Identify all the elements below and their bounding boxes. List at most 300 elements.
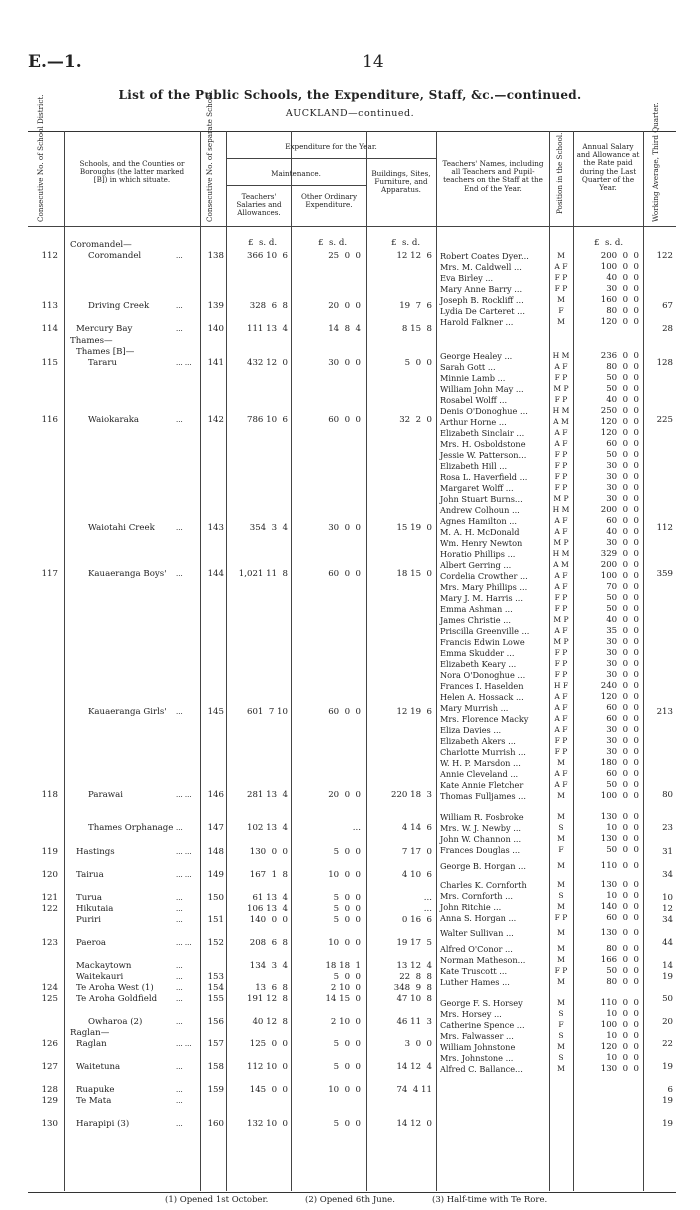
teacher-position: M P <box>553 384 569 393</box>
teacher-salary: 30 0 0 <box>606 284 639 294</box>
teacher-position: M <box>557 955 565 964</box>
footnote-3: (3) Half-time with Te Rore. <box>432 1195 548 1205</box>
teacher-salary: 30 0 0 <box>606 472 639 482</box>
header-rule <box>28 226 676 227</box>
school-name: Waitetuna <box>76 1062 121 1072</box>
district-number: 124 <box>41 983 58 993</box>
teacher-name: Horatio Phillips ... <box>440 549 516 559</box>
buildings-amount: 4 14 6 <box>401 823 432 833</box>
school-number: 146 <box>207 790 224 800</box>
teacher-position: H M <box>552 406 570 415</box>
school-number: 152 <box>207 938 224 948</box>
buildings-amount: 74 4 11 <box>396 1085 432 1095</box>
teacher-name: John Stuart Burns... <box>440 494 523 504</box>
teacher-position: M <box>557 902 565 911</box>
teacher-salary: 30 0 0 <box>606 747 639 757</box>
leader-dots: ... <box>176 302 183 310</box>
district-number: 128 <box>41 1085 58 1095</box>
teacher-position: H M <box>552 505 570 514</box>
teacher-salary: 30 0 0 <box>606 461 639 471</box>
working-average: 19 <box>662 1096 673 1106</box>
teacher-name: Albert Gerring ... <box>440 560 512 570</box>
working-average: 359 <box>656 569 673 579</box>
header-salaries: Teachers' Salaries and Allowances. <box>236 192 282 218</box>
teacher-name: Emma Skudder ... <box>440 648 515 658</box>
buildings-amount: 18 15 0 <box>396 569 432 579</box>
teacher-position: M <box>557 834 565 843</box>
teacher-name: Luther Hames ... <box>440 977 510 987</box>
leader-dots: ... <box>176 905 183 913</box>
teacher-salary: 130 0 0 <box>600 928 639 938</box>
school-name: Waiokaraka <box>88 415 140 425</box>
header-school-no: Consecutive No. of separate School. <box>205 90 214 222</box>
leader-dots: ... ... <box>176 791 192 799</box>
other-expenditure-amount: 10 0 0 <box>328 1085 361 1095</box>
school-name: Hastings <box>76 847 115 857</box>
salaries-amount: 432 12 0 <box>246 358 288 368</box>
salaries-amount: 366 10 6 <box>246 251 288 261</box>
district-number: 127 <box>41 1062 58 1072</box>
working-average: 23 <box>662 823 673 833</box>
footnote-1: (1) Opened 1st October. <box>165 1195 269 1205</box>
district-number: 115 <box>41 358 58 368</box>
salaries-amount: 1,021 11 8 <box>238 569 288 579</box>
header-maintenance: Maintenance. <box>271 169 321 178</box>
salaries-amount: 112 10 0 <box>246 1062 288 1072</box>
school-number: 151 <box>207 915 224 925</box>
teacher-name: Norman Matheson... <box>440 955 526 965</box>
teacher-position: F P <box>554 604 568 613</box>
teacher-position: A F <box>554 626 568 635</box>
salaries-amount: 208 6 8 <box>249 938 288 948</box>
teacher-salary: 30 0 0 <box>606 670 639 680</box>
district-number: 120 <box>41 870 58 880</box>
other-expenditure-amount: 20 0 0 <box>328 301 361 311</box>
teacher-name: Francis Edwin Lowe <box>440 637 525 647</box>
teacher-name: Priscilla Greenville ... <box>440 626 530 636</box>
teacher-position: A M <box>553 560 569 569</box>
salaries-amount: 601 7 10 <box>246 707 288 717</box>
teacher-name: Sarah Gott ... <box>440 362 496 372</box>
teacher-position: M P <box>553 615 569 624</box>
teacher-salary: 40 0 0 <box>606 273 639 283</box>
teacher-position: F P <box>554 648 568 657</box>
teacher-position: F P <box>554 461 568 470</box>
teacher-position: A F <box>554 692 568 701</box>
teacher-salary: 40 0 0 <box>606 615 639 625</box>
school-number: 150 <box>207 893 224 903</box>
salaries-amount: 145 0 0 <box>249 1085 288 1095</box>
leader-dots: ... <box>176 570 183 578</box>
working-average: 34 <box>662 915 673 925</box>
buildings-amount: 8 15 8 <box>401 324 432 334</box>
other-expenditure-amount: 60 0 0 <box>328 707 361 717</box>
teacher-salary: 30 0 0 <box>606 538 639 548</box>
other-expenditure-amount: 20 0 0 <box>328 790 361 800</box>
district-number: 123 <box>41 938 58 948</box>
teacher-position: F P <box>554 593 568 602</box>
teacher-name: Elizabeth Akers ... <box>440 736 516 746</box>
salaries-amount: 102 13 4 <box>246 823 288 833</box>
teacher-name: John Ritchie ... <box>440 902 502 912</box>
header-salary: Annual Salary and Allowance at the Rate paid during the Last Quarter of the Year. <box>576 142 640 193</box>
salaries-amount: 106 13 4 <box>246 904 288 914</box>
district-number: 117 <box>41 569 58 579</box>
header-expenditure: Expenditure for the Year. <box>285 142 377 151</box>
leader-dots: ... ... <box>176 1040 192 1048</box>
header-schools: Schools, and the Counties or Boroughs (the latter marked [B]) in which situate. <box>79 159 185 185</box>
teacher-name: Kate Truscott ... <box>440 966 508 976</box>
other-expenditure-amount: 30 0 0 <box>328 358 361 368</box>
teacher-position: M <box>557 880 565 889</box>
teacher-salary: 50 0 0 <box>606 780 639 790</box>
teacher-position: F P <box>554 472 568 481</box>
salaries-amount: 167 1 8 <box>249 870 288 880</box>
teacher-salary: 80 0 0 <box>606 944 639 954</box>
teacher-position: A F <box>554 571 568 580</box>
teacher-name: William R. Fosbroke <box>440 812 524 822</box>
teacher-salary: 160 0 0 <box>600 295 639 305</box>
school-name: Harapipi (3) <box>76 1119 130 1129</box>
teacher-salary: 200 0 0 <box>600 560 639 570</box>
teacher-name: Mrs. Cornforth ... <box>440 891 513 901</box>
salaries-amount: 13 6 8 <box>255 983 288 993</box>
other-expenditure-amount: 10 0 0 <box>328 938 361 948</box>
teacher-position: A F <box>554 362 568 371</box>
teacher-position: F <box>558 845 564 854</box>
teacher-position: M P <box>553 637 569 646</box>
teacher-salary: 30 0 0 <box>606 725 639 735</box>
teacher-salary: 50 0 0 <box>606 384 639 394</box>
teacher-name: Mrs. Mary Phillips ... <box>440 582 528 592</box>
working-average: 213 <box>656 707 673 717</box>
column-rule <box>226 131 227 1191</box>
teacher-salary: 110 0 0 <box>600 861 639 871</box>
column-rule <box>200 131 201 1191</box>
teacher-salary: 30 0 0 <box>606 659 639 669</box>
buildings-amount: 46 11 3 <box>396 1017 432 1027</box>
teacher-position: M <box>557 812 565 821</box>
leader-dots: ... ... <box>176 359 192 367</box>
county-heading: Raglan— <box>70 1028 110 1038</box>
buildings-amount: 7 17 0 <box>401 847 432 857</box>
school-name: Te Aroha West (1) <box>76 983 154 993</box>
teacher-salary: 60 0 0 <box>606 439 639 449</box>
district-number: 113 <box>41 301 58 311</box>
teacher-salary: 70 0 0 <box>606 582 639 592</box>
school-number: 155 <box>207 994 224 1004</box>
leader-dots: ... ... <box>176 939 192 947</box>
teacher-position: M <box>557 251 565 260</box>
school-number: 142 <box>207 415 224 425</box>
teacher-name: Mrs. Falwasser ... <box>440 1031 514 1041</box>
district-number: 118 <box>41 790 58 800</box>
teacher-name: Thomas Fulljames ... <box>440 791 526 801</box>
buildings-amount: 32 2 0 <box>399 415 432 425</box>
working-average: 128 <box>656 358 673 368</box>
school-name: Ruapuke <box>76 1085 115 1095</box>
teacher-salary: 40 0 0 <box>606 527 639 537</box>
school-number: 140 <box>207 324 224 334</box>
teacher-name: Mrs. W. J. Newby ... <box>440 823 522 833</box>
working-average: 80 <box>662 790 673 800</box>
teacher-position: F P <box>554 670 568 679</box>
teacher-position: A F <box>554 582 568 591</box>
teacher-salary: 50 0 0 <box>606 450 639 460</box>
teacher-name: Robert Coates Dyer... <box>440 251 529 261</box>
teacher-name: Mrs. Florence Macky <box>440 714 529 724</box>
teacher-position: A F <box>554 769 568 778</box>
school-name: Waiotahi Creek <box>88 523 155 533</box>
teacher-salary: 10 0 0 <box>606 823 639 833</box>
school-number: 144 <box>207 569 224 579</box>
school-number: 147 <box>207 823 224 833</box>
column-rule <box>643 131 644 1191</box>
other-expenditure-amount: 18 18 1 <box>325 961 361 971</box>
teacher-salary: 130 0 0 <box>600 812 639 822</box>
table-title: List of the Public Schools, the Expenditure, Staff, &c.—continued. <box>118 88 582 102</box>
teacher-position: A F <box>554 527 568 536</box>
header-average: Working Average, Third Quarter. <box>651 102 660 222</box>
teacher-name: Alfred C. Ballance... <box>440 1064 523 1074</box>
teacher-salary: 80 0 0 <box>606 306 639 316</box>
school-name: Te Aroha Goldfield <box>76 994 158 1004</box>
teacher-name: Nora O'Donoghue ... <box>440 670 526 680</box>
leader-dots: ... <box>176 325 183 333</box>
working-average: 28 <box>662 324 673 334</box>
teacher-name: W. H. P. Marsdon ... <box>440 758 521 768</box>
teacher-position: S <box>558 1031 564 1040</box>
header-rule <box>226 185 366 186</box>
working-average: 112 <box>656 523 673 533</box>
working-average: 10 <box>662 893 673 903</box>
teacher-name: Eliza Davies ... <box>440 725 502 735</box>
leader-dots: ... <box>176 973 183 981</box>
currency-header-buildings: £ s. d. <box>391 238 421 248</box>
teacher-salary: 50 0 0 <box>606 604 639 614</box>
teacher-position: M P <box>553 494 569 503</box>
other-expenditure-amount: 10 0 0 <box>328 870 361 880</box>
teacher-salary: 329 0 0 <box>600 549 639 559</box>
other-expenditure-amount: 30 0 0 <box>328 523 361 533</box>
teacher-name: M. A. H. McDonald <box>440 527 520 537</box>
school-name: Thames Orphanage <box>88 823 174 833</box>
buildings-amount: ... <box>423 904 432 914</box>
teacher-salary: 35 0 0 <box>606 626 639 636</box>
teacher-salary: 80 0 0 <box>606 362 639 372</box>
school-number: 154 <box>207 983 224 993</box>
school-name: Driving Creek <box>88 301 150 311</box>
other-expenditure-amount: 5 0 0 <box>333 1062 361 1072</box>
county-heading: Thames [B]— <box>76 347 135 357</box>
teacher-position: A F <box>554 516 568 525</box>
column-rule <box>573 131 574 1191</box>
teacher-position: S <box>558 823 564 832</box>
buildings-amount: 19 17 5 <box>396 938 432 948</box>
school-number: 157 <box>207 1039 224 1049</box>
teacher-name: George B. Horgan ... <box>440 861 526 871</box>
teacher-name: Charlotte Murrish ... <box>440 747 526 757</box>
teacher-name: Alfred O'Conor ... <box>440 944 513 954</box>
leader-dots: ... <box>176 916 183 924</box>
leader-dots: ... <box>176 524 183 532</box>
teacher-salary: 10 0 0 <box>606 891 639 901</box>
footnote-2: (2) Opened 6th June. <box>305 1195 395 1205</box>
salaries-amount: 140 0 0 <box>249 915 288 925</box>
teacher-position: A F <box>554 439 568 448</box>
school-name: Raglan <box>76 1039 107 1049</box>
leader-dots: ... <box>176 416 183 424</box>
teacher-salary: 236 0 0 <box>600 351 639 361</box>
teacher-position: F P <box>554 913 568 922</box>
column-rule <box>436 131 437 1191</box>
district-number: 112 <box>41 251 58 261</box>
currency-header-other: £ s. d. <box>318 238 348 248</box>
working-average: 22 <box>662 1039 673 1049</box>
teacher-salary: 250 0 0 <box>600 406 639 416</box>
teacher-name: Denis O'Donoghue ... <box>440 406 528 416</box>
school-number: 148 <box>207 847 224 857</box>
teacher-position: F P <box>554 273 568 282</box>
leader-dots: ... <box>176 962 183 970</box>
teacher-salary: 50 0 0 <box>606 966 639 976</box>
document-code: E.—1. <box>28 52 82 72</box>
column-rule <box>64 131 65 1191</box>
school-name: Te Mata <box>76 1096 112 1106</box>
teacher-position: M <box>557 998 565 1007</box>
teacher-salary: 100 0 0 <box>600 1020 639 1030</box>
buildings-amount: 13 12 4 <box>396 961 432 971</box>
teacher-name: Kate Annie Fletcher <box>440 780 524 790</box>
buildings-amount: 14 12 4 <box>396 1062 432 1072</box>
teacher-position: F P <box>554 395 568 404</box>
teacher-position: F P <box>554 373 568 382</box>
teacher-salary: 120 0 0 <box>600 317 639 327</box>
salaries-amount: 134 3 4 <box>249 961 288 971</box>
teacher-name: Margaret Wolff ... <box>440 483 514 493</box>
school-number: 159 <box>207 1085 224 1095</box>
teacher-name: Rosa L. Haverfield ... <box>440 472 528 482</box>
buildings-amount: 3 0 0 <box>404 1039 432 1049</box>
other-expenditure-amount: 5 0 0 <box>333 904 361 914</box>
teacher-position: M <box>557 1042 565 1051</box>
leader-dots: ... <box>176 995 183 1003</box>
teacher-position: M <box>557 861 565 870</box>
teacher-position: H M <box>552 351 570 360</box>
salaries-amount: 786 10 6 <box>246 415 288 425</box>
teacher-name: Andrew Colhoun ... <box>440 505 520 515</box>
teacher-position: F P <box>554 966 568 975</box>
teacher-salary: 240 0 0 <box>600 681 639 691</box>
teacher-name: Joseph B. Rockliff ... <box>440 295 524 305</box>
page-number: 14 <box>362 52 384 72</box>
teacher-name: John W. Channon ... <box>440 834 522 844</box>
teacher-position: A F <box>554 725 568 734</box>
header-position: Position in the School. <box>555 132 564 214</box>
district-number: 121 <box>41 893 58 903</box>
header-teachers: Teachers' Names, including all Teachers and Pupil-teachers on the Staff at the End of the Year. <box>442 159 544 193</box>
teacher-name: Walter Sullivan ... <box>440 928 514 938</box>
teacher-position: S <box>558 1009 564 1018</box>
teacher-position: M <box>557 295 565 304</box>
teacher-name: Anna S. Horgan ... <box>440 913 517 923</box>
header-buildings: Buildings, Sites, Furniture, and Apparatus. <box>371 169 431 195</box>
school-name: Tairua <box>76 870 104 880</box>
teacher-name: Elizabeth Sinclair ... <box>440 428 525 438</box>
teacher-salary: 60 0 0 <box>606 516 639 526</box>
working-average: 122 <box>656 251 673 261</box>
teacher-position: S <box>558 891 564 900</box>
other-expenditure-amount: 5 0 0 <box>333 1039 361 1049</box>
teacher-name: Mrs. H. Osboldstone <box>440 439 526 449</box>
teacher-name: Catherine Spence ... <box>440 1020 525 1030</box>
teacher-name: Lydia De Carteret ... <box>440 306 525 316</box>
other-expenditure-amount: 14 15 0 <box>325 994 361 1004</box>
teacher-name: Charles K. Cornforth <box>440 880 527 890</box>
working-average: 44 <box>662 938 673 948</box>
leader-dots: ... <box>176 1018 183 1026</box>
buildings-amount: 5 0 0 <box>404 358 432 368</box>
teacher-salary: 10 0 0 <box>606 1009 639 1019</box>
district-number: 125 <box>41 994 58 1004</box>
salaries-amount: 125 0 0 <box>249 1039 288 1049</box>
teacher-salary: 166 0 0 <box>600 955 639 965</box>
school-number: 141 <box>207 358 224 368</box>
table-subtitle: AUCKLAND—continued. <box>285 108 415 119</box>
salaries-amount: 191 12 8 <box>246 994 288 1004</box>
other-expenditure-amount: 5 0 0 <box>333 1119 361 1129</box>
header-other: Other Ordinary Expenditure. <box>300 192 358 210</box>
leader-dots: ... ... <box>176 871 192 879</box>
teacher-salary: 110 0 0 <box>600 998 639 1008</box>
other-expenditure-amount: 60 0 0 <box>328 569 361 579</box>
other-expenditure-amount: 5 0 0 <box>333 847 361 857</box>
buildings-amount: 4 10 6 <box>401 870 432 880</box>
teacher-position: M <box>557 1064 565 1073</box>
buildings-amount: 14 12 0 <box>396 1119 432 1129</box>
teacher-salary: 140 0 0 <box>600 902 639 912</box>
column-rule <box>366 131 367 1191</box>
school-number: 138 <box>207 251 224 261</box>
school-name: Mercury Bay <box>76 324 133 334</box>
county-heading: Thames— <box>70 336 113 346</box>
teacher-salary: 120 0 0 <box>600 692 639 702</box>
school-name: Coromandel <box>88 251 142 261</box>
school-name: Parawai <box>88 790 123 800</box>
teacher-salary: 80 0 0 <box>606 977 639 987</box>
teacher-salary: 100 0 0 <box>600 262 639 272</box>
teacher-position: H M <box>552 549 570 558</box>
leader-dots: ... <box>176 252 183 260</box>
leader-dots: ... <box>176 1097 183 1105</box>
teacher-position: M P <box>553 538 569 547</box>
teacher-name: Arthur Horne ... <box>440 417 507 427</box>
teacher-position: F <box>558 1020 564 1029</box>
currency-header-salaries: £ s. d. <box>248 238 278 248</box>
other-expenditure-amount: 14 8 4 <box>328 324 361 334</box>
working-average: 34 <box>662 870 673 880</box>
teacher-position: F P <box>554 747 568 756</box>
buildings-amount: 22 8 8 <box>399 972 432 982</box>
teacher-position: F P <box>554 483 568 492</box>
salaries-amount: 111 13 4 <box>246 324 288 334</box>
working-average: 19 <box>662 1119 673 1129</box>
teacher-name: Mary Anne Barry ... <box>440 284 523 294</box>
teacher-name: George F. S. Horsey <box>440 998 523 1008</box>
leader-dots: ... <box>176 894 183 902</box>
teacher-salary: 30 0 0 <box>606 648 639 658</box>
district-number: 122 <box>41 904 58 914</box>
